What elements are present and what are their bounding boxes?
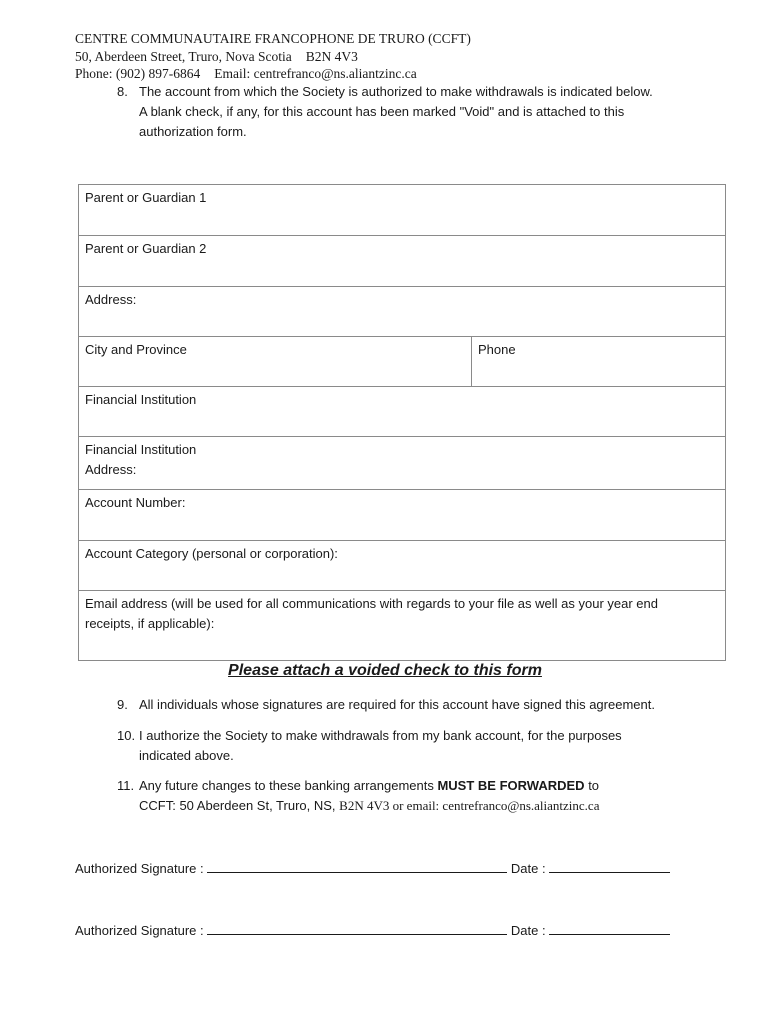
row-email[interactable] — [79, 591, 725, 660]
signature-row-1 — [75, 858, 670, 879]
field-account-number[interactable] — [79, 490, 725, 540]
date-line[interactable] — [549, 858, 670, 873]
account-info-table — [78, 184, 726, 661]
clause-line: authorization form. — [139, 124, 247, 139]
field-label: Email address (will be used for all communications with regards to your file as well as your year end — [85, 596, 658, 611]
clause-number: 10. — [117, 728, 136, 743]
field-financial-institution[interactable] — [79, 387, 725, 436]
org-name: CENTRE COMMUNAUTAIRE FRANCOPHONE DE TRURO (CCFT) — [75, 31, 471, 46]
clause-8 — [117, 82, 717, 144]
row-fi-address[interactable] — [79, 437, 725, 490]
clause-text — [139, 726, 709, 766]
clause-10 — [117, 726, 717, 768]
field-label: Financial Institution — [85, 392, 197, 407]
attach-voided-check-note: Please attach a voided check to this form — [228, 662, 542, 679]
field-address[interactable] — [79, 287, 725, 336]
field-label: Address: — [85, 292, 137, 307]
signature-line[interactable] — [207, 920, 507, 935]
signature-label: Authorized Signature : — [75, 861, 204, 876]
row-parent-2[interactable] — [79, 236, 725, 287]
field-label: Parent or Guardian 2 — [85, 241, 207, 256]
clause-11 — [117, 776, 717, 818]
clause-line: The account from which the Society is authorized to make withdrawals is indicated below. — [139, 84, 653, 99]
row-address[interactable] — [79, 287, 725, 337]
clause-line — [139, 776, 709, 796]
field-label: Parent or Guardian 1 — [85, 190, 207, 205]
row-financial-institution[interactable] — [79, 387, 725, 437]
date-label: Date : — [510, 923, 546, 938]
clause-9 — [117, 695, 717, 717]
field-financial-institution-address[interactable] — [79, 437, 725, 489]
clause-line: A blank check, if any, for this account has been marked "Void" and is attached to this — [139, 104, 625, 119]
clause-text — [139, 776, 709, 816]
field-email-address[interactable] — [79, 591, 725, 660]
field-label: Phone — [478, 342, 516, 357]
row-city-phone — [79, 337, 725, 387]
field-label: Account Category (personal or corporation): — [85, 546, 338, 561]
clause-text-part: Any future changes to these banking arrangements — [139, 778, 438, 793]
contact-email: B2N 4V3 or email: centrefranco@ns.aliantzinc.ca — [339, 798, 600, 813]
org-postal-code: B2N 4V3 — [305, 48, 358, 64]
org-email: Email: centrefranco@ns.aliantzinc.ca — [214, 66, 417, 81]
letterhead — [75, 30, 471, 83]
field-city-province[interactable] — [79, 337, 471, 386]
org-address-line — [75, 48, 471, 66]
field-parent-guardian-1[interactable] — [79, 185, 725, 235]
field-parent-guardian-2[interactable] — [79, 236, 725, 286]
date-label: Date : — [510, 861, 546, 876]
clause-line — [139, 796, 709, 816]
clause-number: 9. — [117, 697, 128, 712]
field-label: Financial Institution — [85, 442, 197, 457]
signature-row-2 — [75, 920, 670, 941]
date-line[interactable] — [549, 920, 670, 935]
clause-line: indicated above. — [139, 748, 234, 763]
row-account-category[interactable] — [79, 541, 725, 591]
field-phone[interactable] — [471, 337, 725, 386]
field-account-category[interactable] — [79, 541, 725, 590]
row-parent-1[interactable] — [79, 185, 725, 236]
field-label: Account Number: — [85, 495, 186, 510]
field-label: receipts, if applicable): — [85, 616, 215, 631]
clause-text-part: to — [584, 778, 600, 793]
clause-text: All individuals whose signatures are required for this account have signed this agreement. — [139, 697, 655, 712]
org-contact-line — [75, 65, 471, 83]
field-label: City and Province — [85, 342, 187, 357]
contact-address: CCFT: 50 Aberdeen St, Truro, NS, — [139, 798, 340, 813]
clause-number: 8. — [117, 84, 128, 99]
clause-text — [139, 82, 709, 142]
row-account-number[interactable] — [79, 490, 725, 541]
forward-emphasis: MUST BE FORWARDED — [437, 778, 585, 793]
clause-number: 11. — [117, 778, 135, 793]
field-label: Address: — [85, 462, 137, 477]
org-phone: Phone: (902) 897-6864 — [75, 66, 201, 81]
org-address: 50, Aberdeen Street, Truro, Nova Scotia — [75, 48, 292, 64]
clause-line: I authorize the Society to make withdrawals from my bank account, for the purposes — [139, 728, 622, 743]
signature-label: Authorized Signature : — [75, 923, 204, 938]
signature-line[interactable] — [207, 858, 507, 873]
